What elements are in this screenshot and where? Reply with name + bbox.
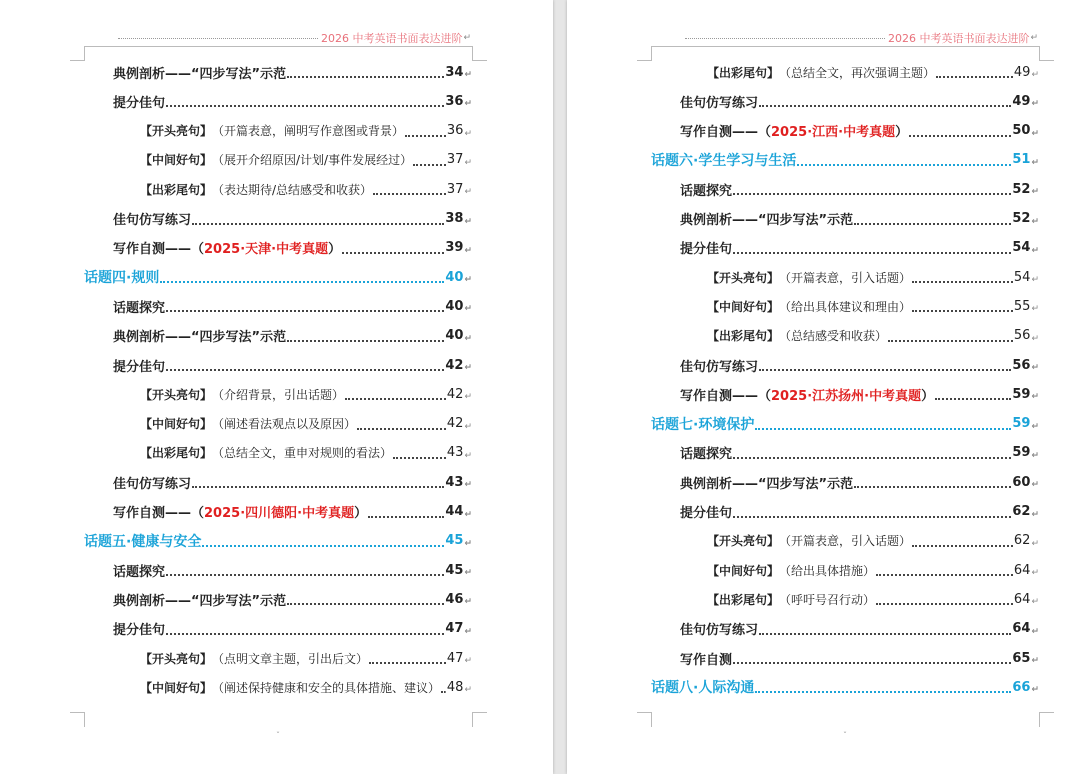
entry-description: （开篇表意，阐明写作意图或背景） (212, 124, 405, 139)
toc-entry[interactable] (707, 531, 1039, 551)
dot-leader (876, 603, 1013, 605)
page-number: 49 (1012, 93, 1031, 109)
entry-title: 佳句仿写练习 (680, 359, 759, 375)
entry-title: 典例剖析——“四步写法”示范 (113, 593, 287, 609)
entry-title: 典例剖析——“四步写法”示范 (680, 476, 854, 492)
right-page (567, 0, 1080, 774)
paragraph-mark-icon: ↵ (1031, 392, 1039, 403)
running-header (685, 31, 1038, 45)
page-number: 52 (1012, 211, 1031, 226)
entry-label: 【出彩尾句】 (707, 329, 780, 344)
entry-title: 提分佳句 (113, 95, 166, 111)
toc-entry[interactable] (680, 443, 1039, 463)
page-number: 45 (445, 533, 464, 549)
paragraph-mark-icon: ↵ (464, 597, 472, 608)
entry-title: 写作自测 (680, 652, 733, 668)
entry-title: 提分佳句 (680, 506, 733, 521)
page-number: 59 (1012, 386, 1031, 402)
entry-label: 【出彩尾句】 (707, 65, 780, 80)
toc-entry[interactable] (84, 531, 472, 551)
entry-title: 佳句仿写练习 (113, 476, 192, 492)
entry-description: （表达期待/总结感受和收获） (212, 182, 373, 197)
entry-label: 【开头亮句】 (707, 270, 780, 285)
dot-leader (733, 516, 1011, 518)
toc-entry[interactable] (113, 589, 472, 609)
dot-leader (797, 164, 1011, 166)
entry-label: 【开头亮句】 (707, 534, 780, 549)
crop-mark-icon (70, 712, 85, 727)
entry-title: 提分佳句 (113, 359, 166, 375)
entry-title: 话题探究 (680, 447, 733, 463)
dot-leader (192, 486, 444, 488)
exam-source: 2025·天津·中考真题 (204, 242, 329, 258)
toc-entry[interactable] (140, 121, 472, 141)
crop-mark-icon (70, 46, 85, 61)
paragraph-mark-icon: ↵ (1031, 157, 1039, 168)
entry-title: 话题五·健康与安全 (84, 533, 202, 550)
toc-entry[interactable] (680, 502, 1039, 522)
page-number: 46 (445, 591, 464, 607)
paragraph-mark-icon: ↵ (464, 275, 472, 286)
paragraph-mark-icon: ↵ (464, 538, 472, 549)
dot-leader (854, 486, 1011, 488)
paragraph-mark-icon: ↵ (464, 685, 472, 696)
dot-leader (287, 76, 444, 78)
crop-mark-icon (472, 712, 487, 727)
entry-description: （阐述看法观点以及原因） (212, 417, 357, 432)
crop-mark-icon (1039, 712, 1054, 727)
toc-entry[interactable] (140, 443, 472, 463)
entry-description: （给出具体建议和理由） (779, 299, 912, 314)
dot-leader (342, 252, 444, 254)
paragraph-mark-icon: ↵ (463, 33, 471, 43)
crop-mark-icon (472, 46, 487, 61)
toc-entry[interactable] (680, 648, 1039, 668)
page-number: 55 (1013, 298, 1031, 314)
page-number: 43 (445, 474, 464, 490)
entry-title-end: ） (354, 506, 368, 521)
page-number: 62 (1013, 533, 1031, 549)
page-number: 51 (1012, 152, 1031, 168)
entry-label: 【中间好句】 (707, 563, 780, 578)
page-number: 64 (1013, 591, 1031, 607)
exam-source: 2025·四川德阳·中考真题 (204, 506, 355, 521)
page-number: 39 (445, 240, 464, 256)
header-dotted-rule (118, 38, 318, 39)
paragraph-mark-icon: ↵ (464, 363, 472, 373)
entry-label: 【出彩尾句】 (707, 592, 780, 607)
page-number: 40 (445, 328, 464, 344)
toc-entry[interactable] (680, 619, 1039, 639)
dot-leader (733, 252, 1011, 254)
entry-label: 【出彩尾句】 (140, 446, 213, 461)
dot-leader (166, 105, 444, 107)
entry-title: 话题探究 (113, 300, 166, 316)
paragraph-mark-icon: ↵ (1031, 333, 1039, 344)
dot-leader (160, 281, 444, 283)
page-number: 50 (1012, 123, 1031, 139)
page-number: 64 (1012, 621, 1031, 637)
entry-title: 典例剖析——“四步写法”示范 (680, 213, 854, 228)
paragraph-mark-icon: ↵ (1031, 275, 1039, 286)
page-number: 59 (1012, 416, 1031, 432)
paragraph-mark-icon: ↵ (464, 392, 472, 403)
entry-title: 话题探究 (113, 564, 166, 580)
paragraph-mark-icon: ↵ (464, 245, 472, 256)
dot-leader (759, 633, 1011, 635)
entry-title: 典例剖析——“四步写法”示范 (113, 66, 287, 82)
toc-entry[interactable] (651, 414, 1039, 434)
entry-title: 话题六·学生学习与生活 (651, 152, 797, 169)
page-number: 44 (445, 504, 464, 519)
page-number: 62 (1012, 504, 1031, 519)
dot-leader (888, 340, 1013, 342)
paragraph-mark-icon: ↵ (1031, 626, 1039, 637)
toc-entry[interactable] (707, 560, 1039, 580)
dot-leader (202, 545, 444, 547)
paragraph-mark-icon: ↵ (464, 128, 472, 139)
toc-entry[interactable] (113, 209, 472, 229)
dot-leader (373, 193, 446, 195)
dot-leader (369, 662, 446, 664)
paragraph-mark-icon: ↵ (1031, 450, 1039, 461)
page-number: 56 (1013, 328, 1031, 344)
paragraph-mark-icon: ↵ (1031, 187, 1039, 198)
dot-leader (405, 135, 446, 137)
page-number: 34 (445, 64, 464, 80)
dot-leader (345, 398, 446, 400)
paragraph-mark-icon: ↵ (464, 216, 472, 227)
dot-leader (166, 310, 444, 312)
dot-leader (912, 545, 1013, 547)
paragraph-mark-icon: ↵ (464, 509, 472, 520)
paragraph-mark-icon: ↵ (1031, 656, 1039, 666)
entry-description: （总结感受和收获） (779, 329, 888, 344)
entry-label: 【中间好句】 (140, 153, 213, 168)
paragraph-mark-icon: ↵ (464, 70, 472, 80)
header-rule (651, 46, 1039, 47)
toc-entry[interactable] (680, 121, 1039, 141)
toc-entry[interactable] (140, 179, 472, 199)
paragraph-mark-icon: ↵ (1031, 128, 1039, 139)
toc-entry[interactable] (651, 150, 1039, 170)
dot-leader (755, 691, 1011, 693)
dot-leader (854, 223, 1011, 225)
page-number: 36 (446, 123, 464, 139)
page-number: 49 (1013, 64, 1031, 80)
entry-title: 提分佳句 (113, 623, 166, 639)
dot-leader (755, 428, 1011, 430)
paragraph-mark-icon: ↵ (1030, 33, 1038, 43)
page-number: 54 (1012, 240, 1031, 256)
entry-title: 写作自测——（ (680, 388, 772, 404)
paragraph-mark-icon: ↵ (1031, 363, 1039, 373)
toc-entry[interactable] (680, 238, 1039, 258)
entry-description: （展开介绍原因/计划/事件发展经过） (212, 153, 413, 168)
entry-description: （开篇表意，引入话题） (779, 270, 912, 285)
page-footer-mark: ˇ (276, 731, 280, 740)
entry-title-end: ） (921, 388, 935, 404)
dot-leader (287, 603, 444, 605)
paragraph-mark-icon: ↵ (1031, 99, 1039, 110)
page-number: 42 (446, 416, 464, 432)
dot-leader (733, 193, 1011, 195)
entry-description: （给出具体措施） (779, 563, 876, 578)
entry-title: 话题七·环境保护 (651, 416, 755, 433)
toc-entry[interactable] (113, 91, 472, 111)
paragraph-mark-icon: ↵ (464, 187, 472, 198)
dot-leader (935, 398, 1011, 400)
page-number: 42 (446, 386, 464, 402)
toc-entry[interactable] (707, 589, 1039, 609)
toc-entry[interactable] (680, 179, 1039, 199)
page-number: 48 (446, 679, 464, 695)
dot-leader (912, 281, 1013, 283)
toc-entry[interactable] (707, 267, 1039, 287)
dot-leader (192, 223, 444, 225)
paragraph-mark-icon: ↵ (464, 626, 472, 637)
entry-description: （总结全文，再次强调主题） (779, 65, 936, 80)
paragraph-mark-icon: ↵ (1031, 685, 1039, 696)
entry-label: 【中间好句】 (707, 299, 780, 314)
dot-leader (166, 574, 444, 576)
paragraph-mark-icon: ↵ (464, 304, 472, 315)
toc-entry[interactable] (113, 472, 472, 492)
entry-title: 佳句仿写练习 (680, 623, 759, 639)
dot-leader (876, 574, 1013, 576)
dot-leader (287, 340, 444, 342)
paragraph-mark-icon: ↵ (464, 450, 472, 461)
entry-title: 佳句仿写练习 (680, 95, 759, 111)
toc-entry[interactable] (113, 238, 472, 258)
dot-leader (166, 369, 444, 371)
toc-entry[interactable] (140, 677, 472, 697)
toc-entry[interactable] (113, 619, 472, 639)
entry-title: 佳句仿写练习 (113, 213, 192, 228)
entry-description: （呼吁号召行动） (779, 592, 876, 607)
dot-leader (909, 135, 1011, 137)
paragraph-mark-icon: ↵ (464, 99, 472, 110)
toc-entry[interactable] (84, 267, 472, 287)
header-title: 2026 中考英语书面表达进阶 (887, 32, 1030, 45)
paragraph-mark-icon: ↵ (1031, 568, 1039, 579)
entry-description: （阐述保持健康和安全的具体措施、建议） (212, 680, 441, 695)
dot-leader (733, 457, 1011, 459)
entry-title-end: ） (895, 125, 909, 141)
page-number: 66 (1012, 679, 1031, 695)
paragraph-mark-icon: ↵ (1031, 304, 1039, 315)
paragraph-mark-icon: ↵ (1031, 538, 1039, 549)
entry-title: 话题八·人际沟通 (651, 680, 755, 697)
paragraph-mark-icon: ↵ (464, 157, 472, 168)
paragraph-mark-icon: ↵ (464, 568, 472, 579)
page-number: 52 (1012, 181, 1031, 197)
dot-leader (413, 164, 446, 166)
page-number: 65 (1012, 650, 1031, 666)
toc-entry[interactable] (113, 62, 472, 82)
entry-label: 【中间好句】 (140, 417, 213, 432)
entry-title: 提分佳句 (680, 242, 733, 258)
entry-description: （点明文章主题，引出后文） (212, 651, 369, 666)
dot-leader (393, 457, 446, 459)
paragraph-mark-icon: ↵ (1031, 216, 1039, 227)
page-number: 45 (445, 562, 464, 578)
toc-entry[interactable] (707, 62, 1039, 82)
exam-source: 2025·江苏扬州·中考真题 (771, 388, 922, 404)
dot-leader (759, 105, 1011, 107)
page-number: 64 (1013, 562, 1031, 578)
entry-label: 【开头亮句】 (140, 651, 213, 666)
paragraph-mark-icon: ↵ (1031, 480, 1039, 491)
dot-leader (368, 516, 444, 518)
toc-entry[interactable] (113, 502, 472, 522)
dot-leader (733, 662, 1011, 664)
page-footer-mark: ˇ (843, 731, 847, 740)
toc-entry[interactable] (113, 296, 472, 316)
header-rule (84, 46, 472, 47)
entry-title: 话题探究 (680, 183, 733, 199)
entry-title: 话题四·规则 (84, 270, 160, 287)
entry-label: 【开头亮句】 (140, 387, 213, 402)
entry-description: （开篇表意，引入话题） (779, 534, 912, 549)
crop-mark-icon (1039, 46, 1054, 61)
page-number: 40 (445, 298, 464, 314)
page-number: 37 (446, 152, 464, 168)
dot-leader (357, 428, 446, 430)
toc-entry[interactable] (680, 91, 1039, 111)
toc-entry[interactable] (707, 326, 1039, 346)
page-number: 40 (445, 269, 464, 285)
paragraph-mark-icon: ↵ (1031, 70, 1039, 80)
page-number: 47 (445, 621, 464, 637)
page-number: 59 (1012, 445, 1031, 461)
paragraph-mark-icon: ↵ (1031, 597, 1039, 608)
page-number: 43 (446, 445, 464, 461)
toc-entry[interactable] (680, 384, 1039, 404)
page-number: 36 (445, 93, 464, 109)
dot-leader (912, 310, 1013, 312)
paragraph-mark-icon: ↵ (464, 421, 472, 432)
toc-entry[interactable] (680, 355, 1039, 375)
dot-leader (166, 633, 444, 635)
dot-leader (759, 369, 1011, 371)
entry-description: （总结全文，重申对规则的看法） (212, 446, 393, 461)
toc-entry[interactable] (680, 209, 1039, 229)
page-number: 38 (445, 211, 464, 226)
toc-entry[interactable] (680, 472, 1039, 492)
paragraph-mark-icon: ↵ (464, 480, 472, 491)
page-number: 60 (1012, 474, 1031, 490)
paragraph-mark-icon: ↵ (1031, 245, 1039, 256)
page-number: 42 (445, 357, 464, 373)
toc-entry[interactable] (140, 414, 472, 434)
entry-label: 【开头亮句】 (140, 124, 213, 139)
crop-mark-icon (637, 46, 652, 61)
page-number: 56 (1012, 357, 1031, 373)
paragraph-mark-icon: ↵ (1031, 421, 1039, 432)
header-title: 2026 中考英语书面表达进阶 (320, 32, 463, 45)
paragraph-mark-icon: ↵ (1031, 509, 1039, 520)
toc-entry[interactable] (140, 384, 472, 404)
entry-title: 典例剖析——“四步写法”示范 (113, 330, 287, 346)
crop-mark-icon (637, 712, 652, 727)
paragraph-mark-icon: ↵ (464, 333, 472, 344)
exam-source: 2025·江西·中考真题 (771, 125, 896, 141)
running-header (118, 31, 471, 45)
toc-entry[interactable] (140, 648, 472, 668)
entry-title: 写作自测——（ (113, 242, 205, 258)
entry-description: （介绍背景，引出话题） (212, 387, 345, 402)
entry-title-end: ） (328, 242, 342, 258)
toc-entry[interactable] (113, 355, 472, 375)
paragraph-mark-icon: ↵ (464, 656, 472, 666)
toc-entry[interactable] (651, 677, 1039, 697)
toc-entry[interactable] (140, 150, 472, 170)
entry-label: 【出彩尾句】 (140, 182, 213, 197)
toc-entry[interactable] (113, 560, 472, 580)
page-number: 37 (446, 181, 464, 197)
toc-entry[interactable] (707, 296, 1039, 316)
entry-label: 【中间好句】 (140, 680, 213, 695)
dot-leader (936, 76, 1013, 78)
entry-title: 写作自测——（ (113, 506, 205, 521)
toc-entry[interactable] (113, 326, 472, 346)
dot-leader (441, 691, 446, 693)
header-dotted-rule (685, 38, 885, 39)
page-number: 47 (446, 650, 464, 666)
entry-title: 写作自测——（ (680, 125, 772, 141)
page-number: 54 (1013, 269, 1031, 285)
